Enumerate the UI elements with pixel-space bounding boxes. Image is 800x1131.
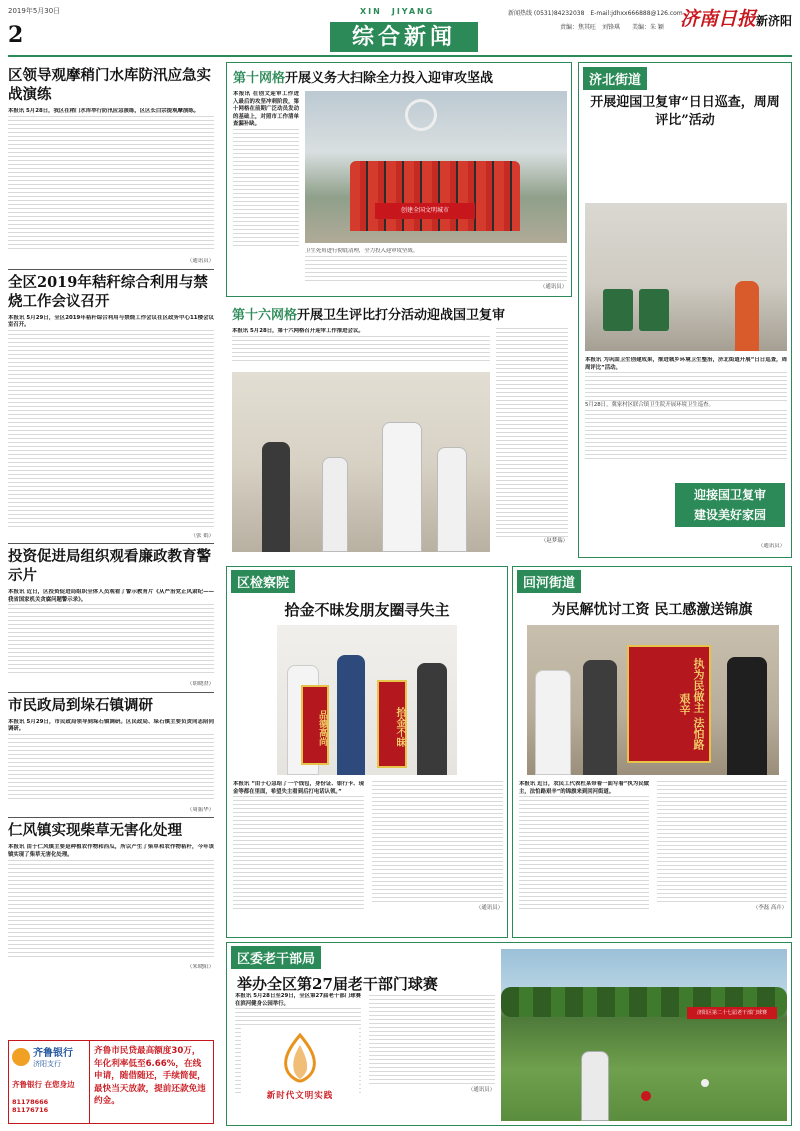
article-4-body: [8, 719, 214, 807]
header-hotline: 新闻热线 (0531)84232038 E-mail:jdhxx666888@126.com: [508, 10, 683, 17]
article-4-lead: 本报讯 5月29日，市民政局领导到垛石镇调研。区民政局、垛石镇主要负责同志陪同调研。: [8, 718, 214, 733]
article-1: [8, 66, 214, 266]
grid16-tag: 第十六网格: [232, 308, 298, 323]
article-4-byline: （周振华）: [187, 806, 214, 813]
grid10-text-2: [305, 256, 567, 284]
huihe-title: 为民解忧讨工资 民工感激送锦旗: [551, 602, 753, 618]
grid10-title: 开展义务大扫除全力投入迎审攻坚战: [285, 71, 494, 86]
article-2-text: [8, 330, 214, 530]
article-5-title: 仁风镇实现柴草无害化处理: [8, 822, 182, 840]
huihe-tag: 回河街道: [517, 570, 581, 593]
article-1-byline: （通讯员）: [187, 258, 214, 264]
mid-right-block: [512, 566, 792, 938]
grid16-text: [232, 336, 490, 364]
jibei-slogan-2: 建设美好家园: [693, 508, 766, 522]
huihe-lead: 本报讯 近日，农民工代表杜某带着一面写着“执为民做主，法怕路艰辛”的锦旗来到回河街道。: [519, 781, 649, 795]
bank-slogan: 齐鲁银行 在您身边: [12, 1080, 75, 1089]
grid16-title: 开展卫生评比打分活动迎战国卫复审: [297, 308, 506, 323]
grid16-photo: [232, 372, 490, 552]
huihe-text-1: [519, 781, 787, 912]
trash-bin: [639, 289, 669, 331]
huihe-byline: （李磊 高卉）: [752, 904, 787, 911]
grid10-text: [233, 129, 299, 249]
article-4: [8, 696, 214, 815]
flame-icon: [270, 1031, 330, 1083]
article-2: [8, 273, 214, 541]
header-rule: [8, 55, 792, 57]
jibei-lead: 本报讯 为巩固卫生创建成果，推进城乡环境卫生整治，济北街道开展“日日巡查，周周评比”活动。: [585, 357, 787, 371]
veterans-banner: 济阳区第二十七届老干部门球赛: [687, 1007, 777, 1019]
jibei-tag: 济北街道: [583, 67, 647, 90]
divider: [8, 692, 214, 693]
header-date: 2019年5月30日: [8, 7, 61, 15]
grid10-text-bottom: [305, 248, 567, 292]
article-3: [8, 547, 214, 689]
grid10-body2: 卫生死角进行彻底清理，全力投入迎审攻坚战。: [305, 248, 419, 254]
pennant-right: 拾金不昧: [377, 680, 407, 768]
logo-main: 济南日报: [680, 8, 757, 30]
article-5-text: [8, 860, 214, 960]
right-top-block: [578, 62, 792, 558]
sculpture: [405, 99, 437, 131]
pennant-left: 品德高尚: [301, 685, 329, 765]
trash-bin: [603, 289, 633, 331]
article-1-body: [8, 108, 214, 258]
person: [583, 660, 617, 775]
civilization-logo-text: 新时代文明实践: [266, 1091, 334, 1101]
grid10-banner: 创建全国文明城市: [375, 203, 475, 219]
article-5-byline: （朱晓阳）: [187, 964, 214, 971]
divider: [8, 269, 214, 270]
bank-logo-icon: [12, 1048, 30, 1066]
bottom-block: [226, 942, 792, 1126]
croquet-ball: [641, 1091, 651, 1101]
divider: [8, 817, 214, 818]
center-top-block: [226, 62, 572, 297]
person: [535, 670, 571, 775]
person: [417, 663, 447, 775]
person: [262, 442, 290, 552]
left-column: [8, 62, 214, 1127]
article-1-title: 区领导观摩稍门水库防汛应急实战演练: [8, 67, 211, 103]
procuratorate-text-1: [233, 781, 503, 912]
grid16-text-right: [496, 328, 568, 554]
article-1-lead: 本报讯 5月28日，我区在稍门水库举行防汛应急演练，区区长白宗提观摩演练。: [8, 108, 200, 114]
jibei-photo: [585, 203, 787, 351]
procuratorate-lead: 本报讯 “由于心急给了一个钱包，身份证、银行卡、现金等都在里面，希望失主看到后打电话认领。”: [233, 781, 364, 795]
jibei-title: 开展迎国卫复审“日日巡查，周周评比”活动: [590, 95, 780, 128]
procuratorate-tag: 区检察院: [231, 570, 295, 593]
article-1-text: [8, 116, 214, 251]
page-number: 2: [8, 22, 24, 48]
civilization-logo: [241, 1025, 359, 1121]
grid10-text-left: [233, 91, 299, 291]
header-editors: 责编：焦其旺 刘锋琪 美编：朱 颖: [560, 24, 664, 31]
veterans-title: 举办全区第27届老干部门球赛: [237, 975, 438, 993]
person: [322, 457, 348, 552]
jibei-text-1: [585, 372, 787, 402]
huihe-photo: [527, 625, 779, 775]
article-3-lead: 本报讯 近日，区投资促进局组织全体人员观看了警示教育片《从严治党正风肃纪——我省国家机关贪腐问题警示录》。: [8, 589, 214, 603]
divider: [8, 543, 214, 544]
jibei-byline: （通讯员）: [758, 543, 785, 550]
article-5-lead: 本报讯 由于仁风镇主要是种植农作物和西瓜，所以产生了柴草和农作物秸秆，今年该镇实现了柴草无害化处理。: [8, 844, 214, 858]
veterans-byline: （通讯员）: [468, 1086, 495, 1093]
newspaper-logo: [680, 4, 792, 31]
grid10-tag: 第十网格: [233, 71, 286, 86]
article-3-byline: （胡晓澄）: [187, 681, 214, 688]
grid16-lead: 本报讯 5月28日，第十六网格召开迎审工作推进会议。: [232, 328, 364, 334]
article-3-title: 投资促进局组织观看廉政教育警示片: [8, 548, 211, 585]
article-5-body: [8, 844, 214, 964]
grid16-text-top: [232, 328, 490, 368]
person: [727, 657, 767, 775]
grid16-text-2: [496, 328, 568, 538]
bank-phone: 81178666 81176716: [12, 1098, 49, 1114]
person: [337, 655, 365, 775]
veterans-tag: 区委老干部局: [231, 946, 321, 969]
procuratorate-photo: [277, 625, 457, 775]
veterans-lead: 本报讯 5月28日至29日，全区第27届老干部门球赛在滨河健身公园举行。: [235, 993, 361, 1007]
article-2-title: 全区2019年秸秆综合利用与禁烧工作会议召开: [8, 273, 208, 310]
group-people: [350, 161, 520, 231]
grid10-byline: （通讯员）: [540, 283, 567, 290]
logo-sub: 新济阳: [756, 14, 793, 28]
article-5: [8, 821, 214, 972]
article-2-lead: 本报讯 5月29日，全区2019年秸秆综合利用与禁烧工作会议在区政务中心11楼会议室召开。: [8, 314, 214, 329]
bank-name: 齐鲁银行: [33, 1048, 73, 1059]
huihe-pennant: 执为民做主 法怕路艰辛: [627, 645, 711, 763]
grid10-photo: [305, 91, 567, 243]
header-pinyin: XIN JIYANG: [360, 7, 435, 16]
person: [437, 447, 467, 552]
jibei-text-2: [585, 410, 787, 460]
person: [735, 281, 759, 351]
bank-ad-left: [9, 1041, 89, 1123]
jibei-slogan-box: [675, 483, 785, 527]
bank-ad: [8, 1040, 214, 1124]
article-3-body: [8, 589, 214, 681]
jibei-text: [585, 357, 787, 477]
section-banner: [330, 22, 478, 52]
article-2-byline: （张 娟）: [190, 532, 214, 539]
person: [581, 1051, 609, 1121]
bank-ad-text: 齐鲁市民贷最高额度30万，年化利率低至6.66%，在线申请，随借随还，手续简便，最快当天放款，提前还款免违约金。: [89, 1041, 213, 1123]
article-2-body: [8, 315, 214, 533]
section-title: 综合新闻: [351, 24, 456, 50]
procuratorate-title: 拾金不昧发朋友圈寻失主: [284, 601, 450, 619]
person: [382, 422, 422, 552]
jibei-slogan-1: 迎接国卫复审: [693, 488, 766, 502]
mid-left-block: [226, 566, 508, 938]
croquet-ball: [701, 1079, 709, 1087]
article-4-title: 市民政局到垛石镇调研: [8, 696, 153, 714]
center-mid-block: [226, 300, 572, 558]
bank-branch: 济阳支行: [33, 1060, 61, 1068]
huihe-text: [519, 781, 787, 933]
grid10-lead: 本报讯 在创文迎审工作进入最后的攻坚冲刺阶段，第十网格在前期广泛动员发动的基础上，对照市工作清单查漏补缺。: [233, 91, 299, 128]
procuratorate-text: [233, 781, 503, 933]
jibei-body2: 5月28日，冀家村区联合镇卫生院开展环境卫生巡查。: [585, 402, 714, 409]
article-4-text: [8, 734, 214, 802]
procuratorate-byline: （通讯员）: [476, 904, 503, 911]
grid16-byline: （赵梦瑞）: [541, 538, 568, 544]
article-3-text: [8, 604, 214, 674]
veterans-photo: [501, 949, 787, 1121]
